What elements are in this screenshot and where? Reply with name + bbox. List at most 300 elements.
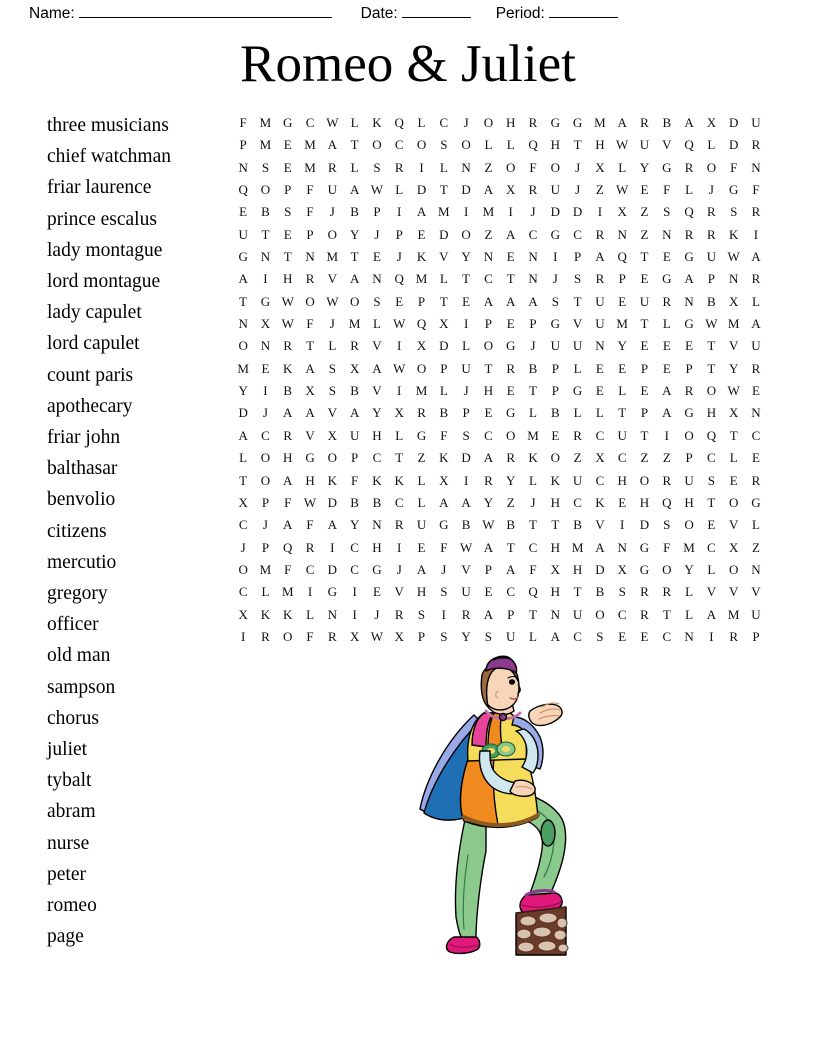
grid-cell[interactable]: P <box>395 226 403 242</box>
grid-cell[interactable]: W <box>326 115 339 130</box>
grid-cell[interactable]: Z <box>484 159 493 175</box>
grid-cell[interactable]: M <box>571 539 584 555</box>
grid-cell[interactable]: R <box>305 271 315 287</box>
grid-cell[interactable]: X <box>728 293 739 309</box>
grid-cell[interactable]: R <box>417 405 426 421</box>
grid-cell[interactable]: I <box>463 204 469 220</box>
grid-cell[interactable]: H <box>305 472 315 488</box>
grid-cell[interactable]: O <box>372 137 382 153</box>
grid-cell[interactable]: L <box>439 159 448 175</box>
grid-cell[interactable]: R <box>729 628 739 644</box>
grid-cell[interactable]: H <box>617 472 627 488</box>
grid-cell[interactable]: I <box>240 628 246 644</box>
grid-cell[interactable]: H <box>550 137 560 153</box>
grid-cell[interactable]: O <box>416 360 427 376</box>
grid-cell[interactable]: W <box>459 539 473 555</box>
grid-cell[interactable]: O <box>728 494 739 510</box>
grid-cell[interactable]: R <box>328 628 337 644</box>
grid-cell[interactable]: V <box>394 584 404 600</box>
grid-cell[interactable]: S <box>663 517 671 533</box>
grid-cell[interactable]: X <box>728 405 739 421</box>
grid-cell[interactable]: L <box>685 584 694 600</box>
grid-cell[interactable]: S <box>328 383 336 399</box>
grid-cell[interactable]: A <box>662 383 672 399</box>
grid-cell[interactable]: X <box>728 539 739 555</box>
grid-cell[interactable]: K <box>595 494 605 510</box>
grid-cell[interactable]: I <box>263 271 268 287</box>
grid-cell[interactable]: E <box>506 383 515 399</box>
grid-cell[interactable]: P <box>484 316 493 332</box>
grid-cell[interactable]: J <box>552 271 558 287</box>
grid-cell[interactable]: S <box>596 628 604 644</box>
word-list-item[interactable]: benvolio <box>47 489 116 511</box>
word-list-item[interactable]: lady capulet <box>47 302 142 324</box>
grid-cell[interactable]: L <box>595 405 604 421</box>
grid-cell[interactable]: Z <box>484 226 493 242</box>
grid-cell[interactable]: R <box>506 450 516 466</box>
grid-cell[interactable]: R <box>751 204 761 220</box>
grid-cell[interactable]: X <box>506 182 516 198</box>
grid-cell[interactable]: Q <box>394 271 404 287</box>
grid-cell[interactable]: C <box>528 226 538 242</box>
grid-cell[interactable]: O <box>550 450 560 466</box>
grid-cell[interactable]: T <box>551 517 560 533</box>
grid-cell[interactable]: I <box>620 517 625 533</box>
grid-cell[interactable]: C <box>484 427 493 443</box>
grid-cell[interactable]: L <box>573 405 582 421</box>
grid-cell[interactable]: W <box>326 293 339 309</box>
grid-cell[interactable]: J <box>708 182 714 198</box>
grid-cell[interactable]: A <box>439 494 449 510</box>
grid-cell[interactable]: Z <box>640 204 649 220</box>
grid-cell[interactable]: B <box>595 584 605 600</box>
grid-cell[interactable]: V <box>728 338 739 354</box>
grid-cell[interactable]: C <box>573 628 582 644</box>
grid-cell[interactable]: G <box>550 316 560 332</box>
grid-cell[interactable]: R <box>684 159 694 175</box>
grid-cell[interactable]: H <box>550 539 560 555</box>
grid-cell[interactable]: M <box>594 115 606 130</box>
word-list-item[interactable]: lord capulet <box>47 333 140 355</box>
grid-cell[interactable]: F <box>529 159 537 175</box>
grid-cell[interactable]: V <box>728 584 739 600</box>
grid-cell[interactable]: R <box>640 584 649 600</box>
grid-cell[interactable]: Y <box>684 561 694 577</box>
grid-cell[interactable]: I <box>397 338 402 354</box>
grid-cell[interactable]: C <box>372 450 382 466</box>
grid-cell[interactable]: O <box>728 561 739 577</box>
grid-cell[interactable]: B <box>439 405 449 421</box>
grid-cell[interactable]: K <box>439 450 449 466</box>
grid-cell[interactable]: N <box>528 271 538 287</box>
grid-cell[interactable]: E <box>662 338 671 354</box>
grid-cell[interactable]: X <box>260 316 271 332</box>
grid-cell[interactable]: O <box>550 159 560 175</box>
grid-cell[interactable]: U <box>684 472 694 488</box>
grid-cell[interactable]: C <box>484 271 493 287</box>
grid-cell[interactable]: O <box>260 450 271 466</box>
word-list-item[interactable]: friar laurence <box>47 177 152 199</box>
grid-cell[interactable]: K <box>327 472 338 488</box>
grid-cell[interactable]: W <box>281 293 294 309</box>
grid-cell[interactable]: K <box>283 606 293 622</box>
grid-cell[interactable]: T <box>350 137 359 153</box>
grid-cell[interactable]: A <box>461 494 471 510</box>
word-list-item[interactable]: balthasar <box>47 458 118 480</box>
grid-cell[interactable]: L <box>439 383 448 399</box>
grid-cell[interactable]: E <box>417 539 426 555</box>
grid-cell[interactable]: C <box>506 584 516 600</box>
grid-cell[interactable]: T <box>707 494 716 510</box>
grid-cell[interactable]: O <box>327 226 338 242</box>
grid-cell[interactable]: Z <box>595 182 604 198</box>
grid-cell[interactable]: P <box>351 450 359 466</box>
grid-cell[interactable]: H <box>283 271 293 287</box>
grid-cell[interactable]: F <box>440 539 448 555</box>
grid-cell[interactable]: L <box>462 338 471 354</box>
grid-cell[interactable]: E <box>372 249 381 265</box>
grid-cell[interactable]: L <box>752 293 760 309</box>
grid-cell[interactable]: J <box>374 226 380 242</box>
grid-cell[interactable]: R <box>461 606 471 622</box>
grid-cell[interactable]: C <box>707 450 716 466</box>
grid-cell[interactable]: R <box>707 226 716 242</box>
grid-cell[interactable]: D <box>327 561 338 577</box>
grid-cell[interactable]: G <box>260 293 271 309</box>
grid-cell[interactable]: T <box>707 360 716 376</box>
grid-cell[interactable]: R <box>394 159 404 175</box>
grid-cell[interactable]: U <box>349 427 360 443</box>
grid-cell[interactable]: O <box>662 561 672 577</box>
grid-cell[interactable]: N <box>483 249 494 265</box>
grid-cell[interactable]: C <box>238 584 248 600</box>
grid-cell[interactable]: U <box>327 182 338 198</box>
grid-cell[interactable]: X <box>617 204 627 220</box>
grid-cell[interactable]: E <box>685 338 694 354</box>
grid-cell[interactable]: O <box>639 472 650 488</box>
grid-cell[interactable]: N <box>595 338 605 354</box>
grid-cell[interactable]: P <box>685 360 693 376</box>
grid-cell[interactable]: G <box>684 316 694 332</box>
grid-cell[interactable]: J <box>463 383 469 399</box>
grid-cell[interactable]: D <box>728 137 739 153</box>
grid-cell[interactable]: P <box>440 360 448 376</box>
grid-cell[interactable]: H <box>572 561 583 577</box>
grid-cell[interactable]: A <box>283 517 293 533</box>
grid-cell[interactable]: O <box>483 338 494 354</box>
grid-cell[interactable]: G <box>305 450 315 466</box>
grid-cell[interactable]: A <box>662 405 672 421</box>
grid-cell[interactable]: O <box>684 427 694 443</box>
grid-cell[interactable]: I <box>753 226 759 242</box>
grid-cell[interactable]: P <box>573 249 582 265</box>
grid-cell[interactable]: T <box>439 293 448 309</box>
grid-cell[interactable]: M <box>304 137 316 153</box>
word-list-item[interactable]: lady montague <box>47 239 163 261</box>
grid-cell[interactable]: G <box>662 159 672 175</box>
grid-cell[interactable]: G <box>550 226 560 242</box>
grid-cell[interactable]: T <box>618 405 627 421</box>
grid-cell[interactable]: A <box>483 293 494 309</box>
word-list-item[interactable]: chorus <box>47 707 99 729</box>
grid-cell[interactable]: L <box>328 338 337 354</box>
grid-cell[interactable]: L <box>350 115 359 130</box>
grid-cell[interactable]: A <box>751 316 761 332</box>
grid-cell[interactable]: E <box>662 360 671 376</box>
grid-cell[interactable]: U <box>572 606 583 622</box>
grid-cell[interactable]: M <box>259 561 272 577</box>
grid-cell[interactable]: R <box>350 338 359 354</box>
grid-cell[interactable]: D <box>416 182 427 198</box>
grid-cell[interactable]: Q <box>528 137 538 153</box>
grid-cell[interactable]: A <box>595 249 605 265</box>
grid-cell[interactable]: V <box>595 517 605 533</box>
grid-cell[interactable]: P <box>373 204 381 220</box>
grid-cell[interactable]: T <box>506 271 515 287</box>
grid-cell[interactable]: M <box>415 383 428 399</box>
grid-cell[interactable]: L <box>350 159 359 175</box>
grid-cell[interactable]: R <box>751 360 761 376</box>
grid-cell[interactable]: D <box>572 204 583 220</box>
grid-cell[interactable]: V <box>461 561 471 577</box>
grid-cell[interactable]: T <box>640 316 649 332</box>
grid-cell[interactable]: S <box>618 584 626 600</box>
grid-cell[interactable]: Q <box>706 427 717 443</box>
grid-cell[interactable]: D <box>439 338 449 354</box>
grid-cell[interactable]: M <box>482 204 495 220</box>
grid-cell[interactable]: A <box>483 606 494 622</box>
grid-cell[interactable]: L <box>729 450 738 466</box>
grid-cell[interactable]: Y <box>461 249 471 265</box>
grid-cell[interactable]: X <box>595 159 605 175</box>
grid-cell[interactable]: L <box>573 360 582 376</box>
grid-cell[interactable]: G <box>327 584 338 600</box>
grid-cell[interactable]: G <box>662 271 672 287</box>
grid-cell[interactable]: Y <box>639 159 650 175</box>
grid-cell[interactable]: I <box>709 628 714 644</box>
grid-cell[interactable]: H <box>550 584 560 600</box>
grid-cell[interactable]: G <box>550 115 560 130</box>
grid-cell[interactable]: X <box>349 628 360 644</box>
grid-cell[interactable]: R <box>751 137 761 153</box>
grid-cell[interactable]: O <box>260 472 271 488</box>
grid-cell[interactable]: U <box>550 338 560 354</box>
grid-cell[interactable]: H <box>372 539 382 555</box>
grid-cell[interactable]: X <box>305 383 315 399</box>
grid-cell[interactable]: R <box>751 271 761 287</box>
grid-cell[interactable]: P <box>551 360 559 376</box>
grid-cell[interactable]: H <box>416 584 427 600</box>
grid-cell[interactable]: U <box>617 427 627 443</box>
grid-cell[interactable]: X <box>238 606 248 622</box>
grid-cell[interactable]: A <box>684 115 694 130</box>
grid-cell[interactable]: E <box>551 427 560 443</box>
grid-cell[interactable]: A <box>283 472 293 488</box>
grid-cell[interactable]: R <box>506 360 516 376</box>
grid-cell[interactable]: C <box>238 517 248 533</box>
grid-cell[interactable]: Q <box>617 249 627 265</box>
grid-cell[interactable]: K <box>416 249 427 265</box>
grid-cell[interactable]: N <box>305 249 315 265</box>
grid-cell[interactable]: R <box>707 204 716 220</box>
grid-cell[interactable]: H <box>483 383 494 399</box>
grid-cell[interactable]: C <box>595 472 605 488</box>
word-list-item[interactable]: mercutio <box>47 551 117 573</box>
grid-cell[interactable]: N <box>751 159 761 175</box>
grid-cell[interactable]: L <box>395 427 404 443</box>
grid-cell[interactable]: R <box>662 472 672 488</box>
grid-cell[interactable]: G <box>572 115 583 130</box>
grid-cell[interactable]: W <box>616 182 629 198</box>
grid-cell[interactable]: X <box>439 316 449 332</box>
grid-cell[interactable]: V <box>439 249 449 265</box>
grid-cell[interactable]: I <box>397 204 402 220</box>
grid-cell[interactable]: W <box>482 517 495 533</box>
grid-cell[interactable]: Y <box>617 338 627 354</box>
grid-cell[interactable]: H <box>372 427 382 443</box>
grid-cell[interactable]: T <box>529 383 537 399</box>
grid-cell[interactable]: O <box>706 383 717 399</box>
grid-cell[interactable]: E <box>239 204 248 220</box>
grid-cell[interactable]: O <box>305 293 315 309</box>
grid-cell[interactable]: J <box>329 316 335 332</box>
grid-cell[interactable]: G <box>639 539 650 555</box>
grid-cell[interactable]: G <box>238 249 248 265</box>
grid-cell[interactable]: S <box>440 137 448 153</box>
grid-cell[interactable]: D <box>639 517 650 533</box>
grid-cell[interactable]: X <box>349 360 360 376</box>
grid-cell[interactable]: M <box>415 271 428 287</box>
grid-cell[interactable]: H <box>595 137 605 153</box>
grid-cell[interactable]: P <box>306 226 314 242</box>
grid-cell[interactable]: M <box>616 316 628 332</box>
grid-cell[interactable]: T <box>529 606 537 622</box>
grid-cell[interactable]: Q <box>684 204 694 220</box>
grid-cell[interactable]: E <box>506 249 515 265</box>
grid-cell[interactable]: G <box>283 115 293 130</box>
grid-cell[interactable]: J <box>575 159 581 175</box>
grid-cell[interactable]: L <box>685 606 694 622</box>
grid-cell[interactable]: A <box>506 226 516 242</box>
grid-cell[interactable]: J <box>240 539 246 555</box>
word-list-item[interactable]: juliet <box>47 739 88 761</box>
grid-cell[interactable]: E <box>752 383 760 399</box>
grid-cell[interactable]: B <box>461 517 471 533</box>
grid-cell[interactable]: J <box>329 204 335 220</box>
grid-cell[interactable]: C <box>439 115 449 130</box>
grid-cell[interactable]: A <box>506 293 516 309</box>
grid-cell[interactable]: R <box>283 338 293 354</box>
grid-cell[interactable]: K <box>728 226 739 242</box>
word-list-item[interactable]: count paris <box>47 364 134 386</box>
grid-cell[interactable]: F <box>351 472 359 488</box>
grid-cell[interactable]: L <box>506 137 515 153</box>
grid-cell[interactable]: A <box>349 405 360 421</box>
grid-cell[interactable]: W <box>370 182 384 198</box>
grid-cell[interactable]: T <box>395 450 404 466</box>
grid-cell[interactable]: E <box>283 137 292 153</box>
grid-cell[interactable]: G <box>372 561 382 577</box>
grid-cell[interactable]: B <box>350 383 359 399</box>
grid-cell[interactable]: F <box>529 561 537 577</box>
grid-cell[interactable]: S <box>573 271 582 287</box>
grid-cell[interactable]: R <box>684 383 694 399</box>
grid-cell[interactable]: A <box>706 606 717 622</box>
grid-cell[interactable]: R <box>261 628 270 644</box>
grid-cell[interactable]: F <box>284 494 292 510</box>
grid-cell[interactable]: F <box>239 115 247 130</box>
word-list-item[interactable]: citizens <box>47 520 107 542</box>
grid-cell[interactable]: Z <box>640 450 649 466</box>
grid-cell[interactable]: D <box>550 204 560 220</box>
grid-cell[interactable]: Q <box>662 494 672 510</box>
grid-cell[interactable]: P <box>640 360 649 376</box>
grid-cell[interactable]: R <box>751 472 761 488</box>
grid-cell[interactable]: B <box>350 204 359 220</box>
grid-cell[interactable]: O <box>461 226 471 242</box>
grid-cell[interactable]: T <box>729 427 738 443</box>
grid-cell[interactable]: I <box>397 383 402 399</box>
grid-cell[interactable]: J <box>530 494 536 510</box>
grid-cell[interactable]: A <box>528 293 538 309</box>
grid-cell[interactable]: P <box>417 628 426 644</box>
grid-cell[interactable]: T <box>506 539 515 555</box>
grid-cell[interactable]: E <box>462 293 471 309</box>
grid-cell[interactable]: U <box>416 517 427 533</box>
word-search-grid[interactable] <box>232 112 767 648</box>
grid-cell[interactable]: H <box>283 450 293 466</box>
grid-cell[interactable]: E <box>484 584 493 600</box>
grid-cell[interactable]: E <box>640 383 649 399</box>
grid-cell[interactable]: N <box>372 271 382 287</box>
grid-cell[interactable]: D <box>461 450 471 466</box>
grid-cell[interactable]: P <box>752 628 760 644</box>
grid-cell[interactable]: L <box>618 383 627 399</box>
grid-cell[interactable]: E <box>729 472 738 488</box>
grid-cell[interactable]: O <box>684 517 694 533</box>
grid-cell[interactable]: L <box>707 561 716 577</box>
grid-cell[interactable]: S <box>707 472 715 488</box>
grid-cell[interactable]: E <box>707 517 716 533</box>
grid-cell[interactable]: N <box>751 405 761 421</box>
grid-cell[interactable]: W <box>393 360 406 376</box>
grid-cell[interactable]: S <box>663 204 671 220</box>
grid-cell[interactable]: S <box>440 584 448 600</box>
grid-cell[interactable]: A <box>305 405 315 421</box>
grid-cell[interactable]: A <box>684 271 694 287</box>
grid-cell[interactable]: H <box>684 494 694 510</box>
grid-cell[interactable]: U <box>639 293 650 309</box>
grid-cell[interactable]: E <box>261 360 270 376</box>
grid-cell[interactable]: J <box>374 606 380 622</box>
grid-cell[interactable]: X <box>706 115 717 130</box>
grid-cell[interactable]: E <box>595 360 604 376</box>
grid-cell[interactable]: E <box>662 249 671 265</box>
grid-cell[interactable]: Q <box>684 137 694 153</box>
word-list-item[interactable]: romeo <box>47 895 97 917</box>
grid-cell[interactable]: H <box>506 115 516 130</box>
grid-cell[interactable]: Y <box>372 405 382 421</box>
grid-cell[interactable]: A <box>327 137 338 153</box>
grid-cell[interactable]: Y <box>238 383 248 399</box>
grid-cell[interactable]: C <box>394 494 404 510</box>
grid-cell[interactable]: L <box>484 137 493 153</box>
grid-cell[interactable]: M <box>348 316 361 332</box>
grid-cell[interactable]: J <box>396 249 402 265</box>
grid-cell[interactable]: T <box>239 472 248 488</box>
grid-cell[interactable]: N <box>327 606 338 622</box>
grid-cell[interactable]: W <box>705 316 718 332</box>
